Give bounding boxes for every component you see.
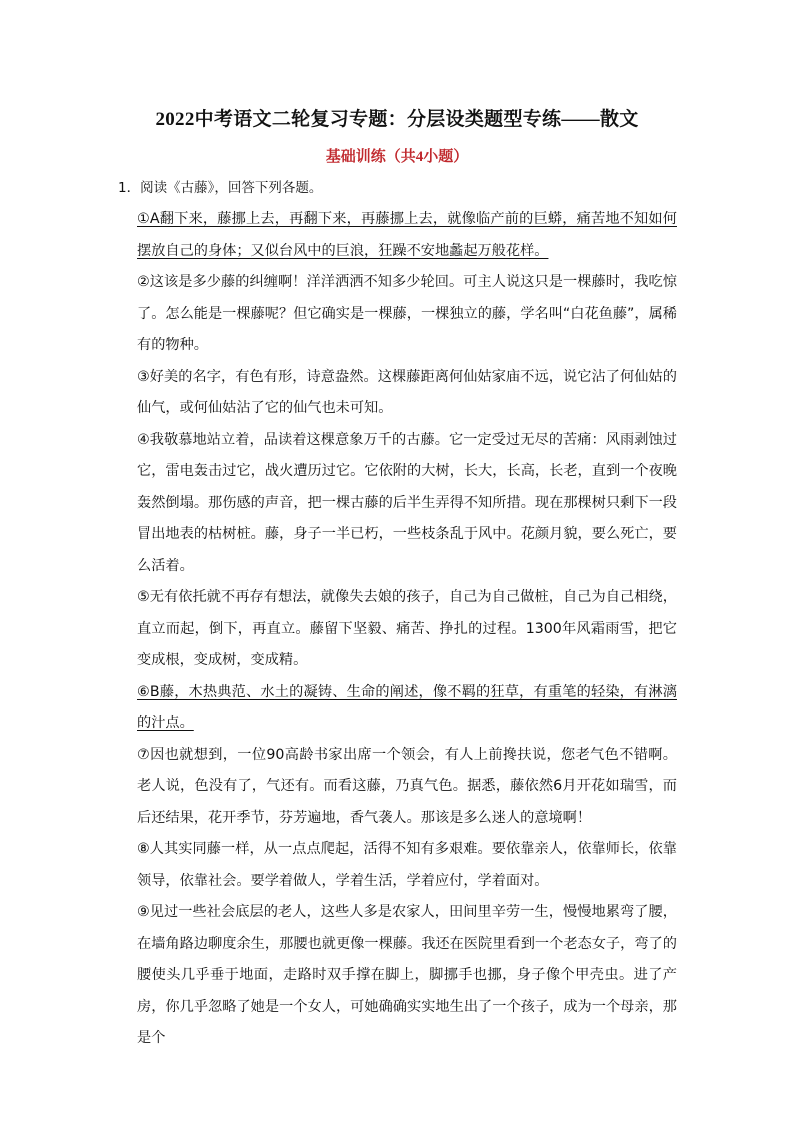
paragraph-8: ⑧人其实同藤一样，从一点点爬起，活得不知有多艰难。要依靠亲人，依靠师长，依靠领导，依靠社会。要学着做人，学着生活，学着应付，学着面对。: [137, 841, 677, 889]
paragraph-9: ⑨见过一些社会底层的老人，这些人多是农家人，田间里辛劳一生，慢慢地累弯了腰，在墙角路边聊度余生，那腰也就更像一棵藤。我还在医院里看到一个老态女子，弯了的腰使头几乎垂于地面，走路时双手撑在脚上，脚挪手也挪，身子像个甲壳虫。进了产房，你几乎忽略了她是一个女人，可她确确实实地生出了一个孩子，成为一个母亲，那是个: [137, 904, 677, 1046]
paragraph-5: ⑤无有依托就不再存有想法，就像失去娘的孩子，自己为自己做桩，自己为自己相绕，直立而起，倒下，再直立。藤留下坚毅、痛苦、挣扎的过程。1300年风霜雨雪，把它变成根，变成树，变成精。: [137, 589, 677, 668]
question-prompt: 1．阅读《古藤》，回答下列各题。: [118, 180, 323, 196]
paragraph-6: ⑥B藤，木热典范、水土的凝铸、生命的阐述，像不羁的狂草，有重笔的轻染，有淋漓的汁点。: [137, 683, 677, 731]
paragraph-4: ④我敬慕地站立着，品读着这棵意象万千的古藤。它一定受过无尽的苦痛：风雨剥蚀过它，雷电轰击过它，战火遭历过它。它依附的大树，长大，长高，长老，直到一个夜晚轰然倒塌。那伤感的声音，把一棵古藤的后半生弄得不知所措。现在那棵树只剩下一段冒出地表的枯树桩。藤，身子一半已朽，一些枝条乱于风中。花颜月貌，要么死亡，要么活着。: [137, 431, 677, 574]
paragraph-2: ②这该是多少藤的纠缠啊！洋洋洒洒不知多少轮回。可主人说这只是一棵藤时，我吃惊了。怎么能是一棵藤呢？但它确实是一棵藤，一棵独立的藤，学名叫“白花鱼藤”，属稀有的物种。: [137, 274, 677, 353]
paragraph-3: ③好美的名字，有色有形，诗意盎然。这棵藤距离何仙姑家庙不远，说它沾了何仙姑的仙气，或何仙姑沾了它的仙气也未可知。: [137, 368, 677, 416]
article-body: [137, 204, 677, 1055]
section-subtitle: 基础训练（共4小题）: [325, 149, 469, 165]
document-title: 2022中考语文二轮复习专题：分层设类题型专练——散文: [155, 109, 639, 130]
paragraph-1: ①A翻下来，藤挪上去，再翻下来，再藤挪上去，就像临产前的巨蟒，痛苦地不知如何摆放自己的身体；又似台风中的巨浪，狂躁不安地蠡起万般花样。: [137, 211, 677, 259]
paragraph-7: ⑦因也就想到，一位90高龄书家出席一个领会，有人上前搀扶说，您老气色不错啊。老人说，色没有了，气还有。而看这藤，乃真气色。据悉，藤依然6月开花如瑞雪，而后还结果，花开季节，芬芳遍地，香气袭人。那该是多么迷人的意境啊！: [137, 746, 677, 826]
